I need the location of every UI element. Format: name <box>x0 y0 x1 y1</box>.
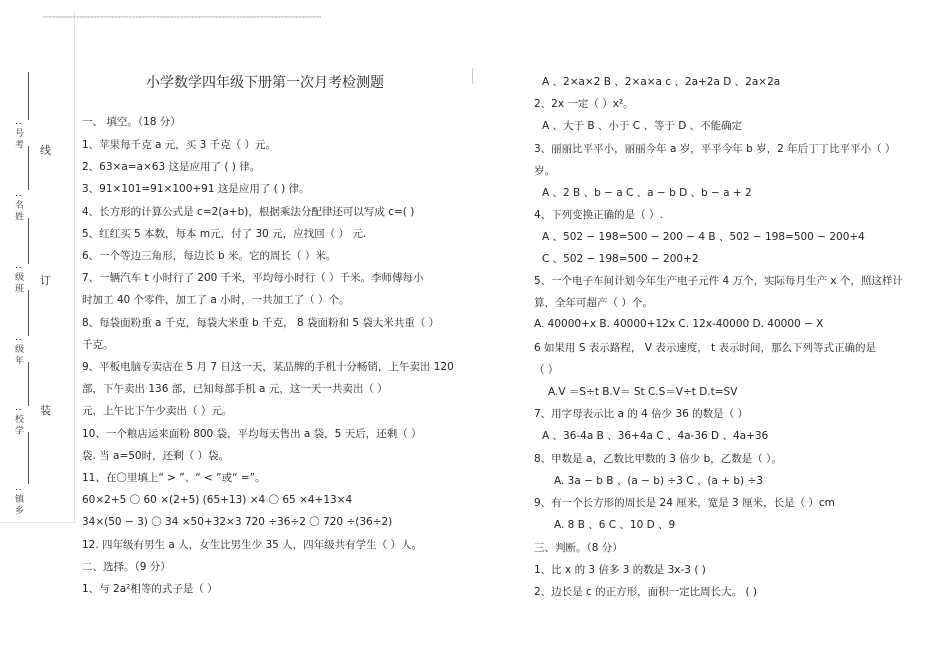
left-line: 3、91×101=91×100+91 这是应用了 ( ) 律。 <box>82 183 310 195</box>
field-school: : 校 学 <box>13 408 23 435</box>
binding-word-zhuang: 装 <box>40 400 51 420</box>
binding-word-xian: 线 <box>40 140 51 160</box>
field-line-town <box>28 432 29 484</box>
right-line: A. 3a − b B 、(a − b) ÷3 C 、(a + b) ÷3 <box>554 475 763 487</box>
right-line: 6 如果用 S 表示路程， V 表示速度， t 表示时间，那么下列等式正确的是 <box>534 342 877 354</box>
left-line: 元，上午比下午少卖出（ ）元。 <box>82 405 233 417</box>
field-class: : 级 班 <box>13 266 23 293</box>
right-line: A 、36-4a B 、36+4a C 、4a-36 D 、4a+36 <box>542 430 769 442</box>
right-line: 岁。 <box>534 165 555 177</box>
right-line: A.V ＝S÷t B.V＝ St C.S＝V÷t D.t=SV <box>548 386 738 398</box>
field-line-grade <box>28 290 29 336</box>
field-line-exam-no <box>28 72 29 120</box>
binding-dotted-line: ⋯⋯⋯⋯⋯⋯⋯⋯⋯⋯⋯⋯⋯⋯⋯⋯⋯⋯⋯⋯⋯⋯⋯⋯⋯⋯⋯⋯⋯⋯⋯⋯⋯⋯⋯⋯⋯⋯⋯⋯⋯⋯⋯⋯⋯⋯⋯⋯⋯⋯⋯⋯⋯⋯⋯⋯⋯⋯⋯⋯⋯⋯⋯⋯⋯⋯ <box>43 13 322 21</box>
field-line-name <box>28 146 29 190</box>
right-line: 3、丽丽比平平小，丽丽今年 a 岁，平平今年 b 岁，2 年后丁丁比平平小（ ） <box>534 143 896 155</box>
left-line: 4、长方形的计算公式是 c=2(a+b)，根据乘法分配律还可以写成 c=( ) <box>82 206 415 218</box>
left-line: 34×(50 − 3) 〇 34 ×50+32×3 720 ÷36÷2 〇 720 ÷(36÷2) <box>82 516 393 528</box>
left-line: 二、选择。（9 分） <box>82 561 171 573</box>
right-line: 三、判断。（8 分） <box>534 542 623 554</box>
left-line: 11、在〇里填上“ > ”、“ < ”或“ =”。 <box>82 472 266 484</box>
left-line: 60×2+5 〇 60 ×(2+5) (65+13) ×4 〇 65 ×4+13×4 <box>82 494 353 506</box>
left-line: 10、一个粮店运来面粉 800 袋，平均每天售出 a 袋，5 天后，还剩（ ） <box>82 428 422 440</box>
field-line-class <box>28 218 29 264</box>
left-line: 千克。 <box>82 339 114 351</box>
right-line: A. 8 B 、6 C 、10 D 、9 <box>554 519 676 531</box>
right-line: 1、比 x 的 3 倍多 3 的数是 3x-3 ( ) <box>534 564 706 576</box>
binding-word-ding: 订 <box>40 270 51 290</box>
right-line: A 、大于 B 、小于 C 、等于 D 、不能确定 <box>542 120 743 132</box>
left-line: 1、苹果每千克 a 元，买 3 千克（ ）元。 <box>82 139 276 151</box>
right-line: A 、2×a×2 B 、2×a×a c 、2a+2a D 、2a×2a <box>542 76 781 88</box>
field-line-school <box>28 362 29 406</box>
left-line: 6、一个等边三角形，每边长 b 米。它的周长（ ）米。 <box>82 250 337 262</box>
page-title: 小学数学四年级下册第一次月考检测题 <box>146 75 384 91</box>
field-exam-no: : 号 考 <box>13 122 23 149</box>
right-line: 4、下列变换正确的是（ ）. <box>534 209 663 221</box>
left-line: 8、每袋面粉重 a 千克，每袋大米重 b 千克， 8 袋面粉和 5 袋大米共重（ ） <box>82 317 440 329</box>
left-line: 7、一辆汽车 t 小时行了 200 千米，平均每小时行（ ）千米。李师傅每小 <box>82 272 424 284</box>
left-line: 袋. 当 a=50时，还剩（ ）袋。 <box>82 450 229 462</box>
right-line: 8、甲数是 a，乙数比甲数的 3 倍少 b，乙数是（ ）。 <box>534 453 782 465</box>
left-line: 一、 填空。（18 分） <box>82 116 181 128</box>
right-line: A. 40000+x B. 40000+12x C. 12x-40000 D. 40000 − X <box>534 318 824 330</box>
left-line: 2、63×a=a×63 这是应用了 ( ) 律。 <box>82 161 261 173</box>
right-line: 7、用字母表示比 a 的 4 倍少 36 的数是（ ） <box>534 408 749 420</box>
right-line: C 、502 − 198=500 − 200+2 <box>542 253 699 265</box>
right-line: 2、2x 一定（ ）x²。 <box>534 98 634 110</box>
right-line: 算，全年可超产（ ）个。 <box>534 297 653 309</box>
left-line: 9、平板电脑专卖店在 5 月 7 日这一天，某品牌的手机十分畅销，上午卖出 120 <box>82 361 454 373</box>
right-line: 2、边长是 c 的正方形，面积一定比周长大。 ( ) <box>534 586 757 598</box>
field-grade: : 级 年 <box>13 338 23 365</box>
right-line: A 、502 − 198=500 − 200 − 4 B 、502 − 198=500 − 200+4 <box>542 231 865 243</box>
right-line: 5、一个电子车间计划今年生产电子元件 4 万个，实际每月生产 x 个，照这样计 <box>534 275 903 287</box>
field-name: : 名 姓 <box>13 194 23 221</box>
left-line: 部，下午卖出 136 部，已知每部手机 a 元，这一天一共卖出（ ） <box>82 383 388 395</box>
right-line: 9、有一个长方形的周长是 24 厘米，宽是 3 厘米，长是（ ）cm <box>534 497 835 509</box>
left-line: 12. 四年级有男生 a 人，女生比男生少 35 人，四年级共有学生（ ）人。 <box>82 539 423 551</box>
right-line: A 、2 B 、b − a C 、a − b D 、b − a + 2 <box>542 187 752 199</box>
right-line: （ ） <box>534 364 559 376</box>
left-line: 时加工 40 个零件，加工了 a 小时，一共加工了（ ）个。 <box>82 294 350 306</box>
field-town: : 镇 乡 <box>13 488 23 515</box>
left-line: 5、红红买 5 本数，每本 m元，付了 30 元，应找回（ ） 元. <box>82 228 367 240</box>
column-divider <box>472 68 473 84</box>
left-line: 1、与 2a²相等的式子是（ ） <box>82 583 218 595</box>
